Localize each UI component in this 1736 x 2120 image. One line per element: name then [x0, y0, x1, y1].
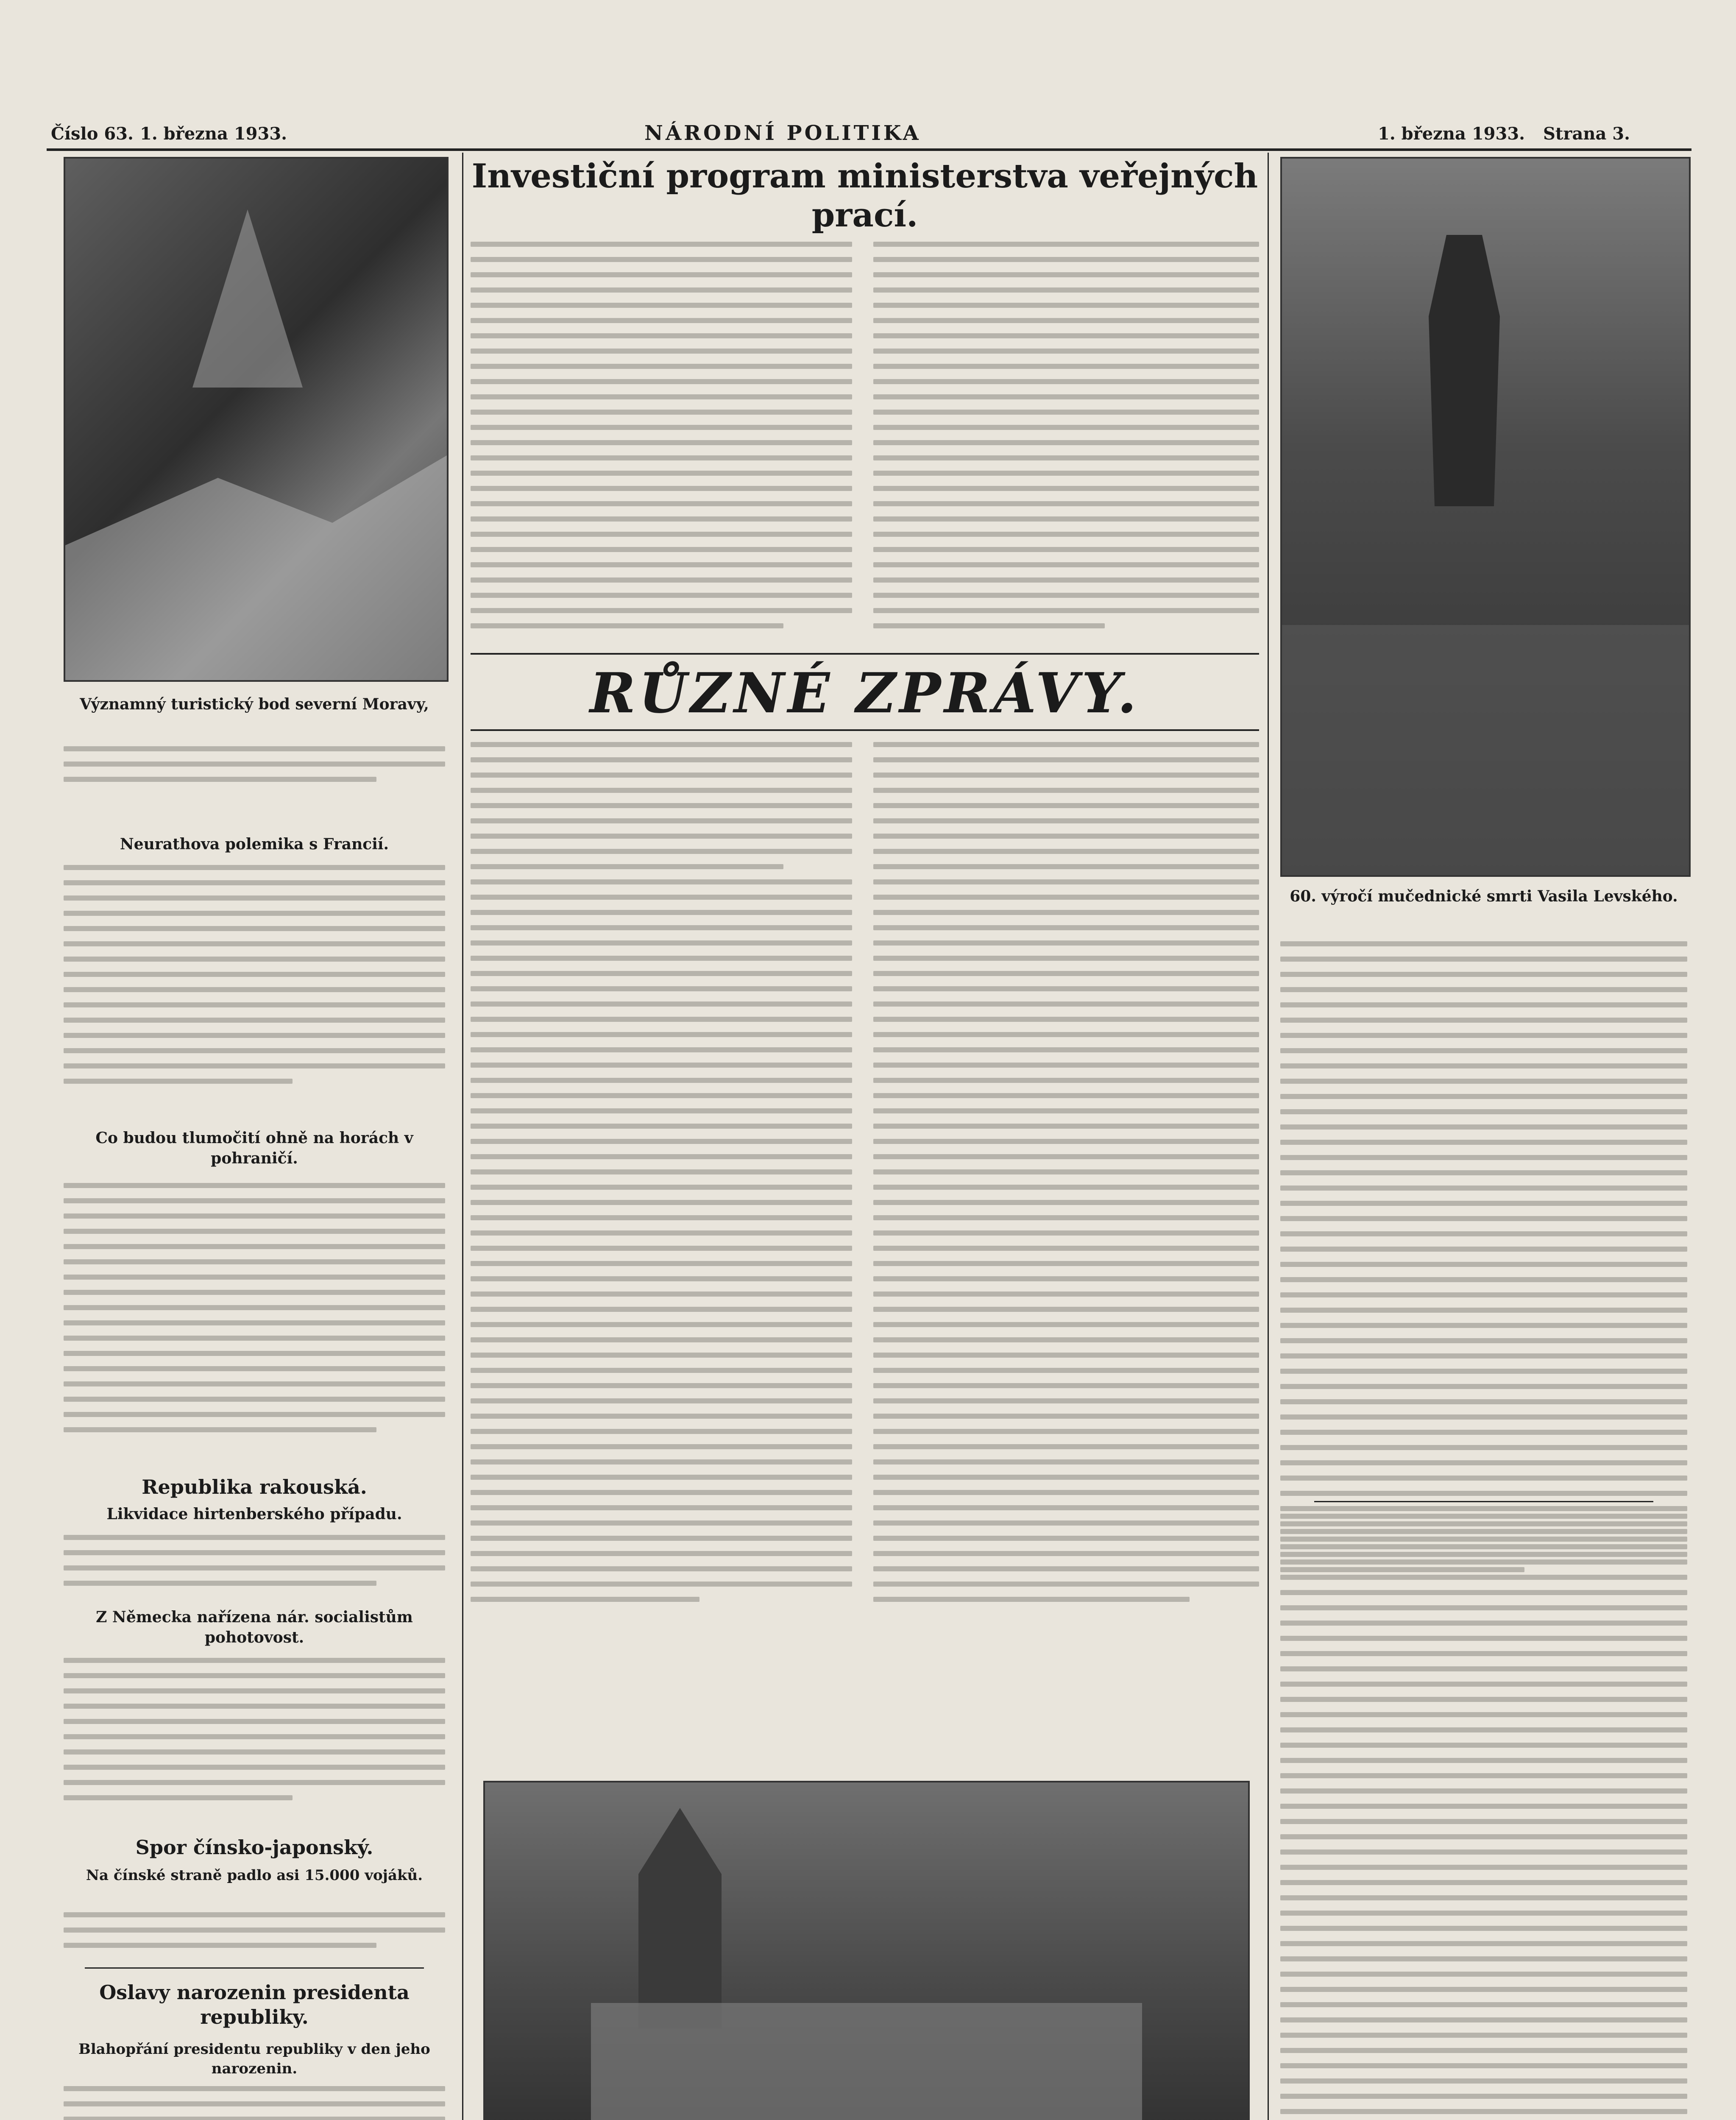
photo-bradlo — [64, 157, 449, 682]
caption-levsky-title: 60. výročí mučednické smrti Vasila Levského. — [1290, 887, 1678, 905]
banner-rule-bottom — [471, 729, 1259, 731]
article-nemecko — [64, 1658, 445, 1810]
article-investicni-right — [873, 242, 1259, 639]
header-rule — [47, 148, 1691, 151]
heading-propaganda: Co budou tlumočití ohně na horách v pohraničí. — [95, 1129, 413, 1167]
issue-date-right: 1. března 1933. — [1378, 124, 1525, 144]
section-rule — [85, 1967, 424, 1969]
photo-levsky — [1280, 157, 1691, 877]
subheading-spor: Na čínské straně padlo asi 15.000 vojáků. — [86, 1867, 423, 1884]
heading-blahoprani: Blahopřání presidentu republiky v den jeho narozenin. — [78, 2041, 430, 2077]
article-propaganda — [64, 1183, 445, 1442]
page-number: Strana 3. — [1543, 124, 1630, 144]
caption-bradlo-title: Významný turistický bod severní Moravy, — [80, 695, 429, 713]
column-rule-left — [462, 153, 463, 2120]
heading-spor: Spor čínsko-japonský. — [135, 1836, 373, 1859]
issue-date-left: 1. března 1933. — [140, 124, 287, 144]
article-spor — [64, 1912, 445, 1958]
article-levsky — [1280, 941, 1687, 1582]
article-blahoprani — [64, 2086, 445, 2120]
heading-oslavy: Oslavy narozenin presidenta republiky. — [99, 1981, 410, 2028]
article-neurath — [64, 865, 445, 1094]
heading-nemecko: Z Německa nařízena nár. socialistům pohotovost. — [96, 1608, 413, 1646]
banner-ruzne-zpravy: RŮZNÉ ZPRÁVY. — [590, 661, 1140, 725]
heading-republika: Republika rakouská. — [142, 1476, 367, 1498]
heading-hirtenberg: Likvidace hirtenberského případu. — [106, 1505, 402, 1523]
photo-litne — [483, 1781, 1250, 2120]
issue-number: Číslo 63. — [51, 124, 134, 144]
masthead: NÁRODNÍ POLITIKA — [644, 121, 921, 145]
articles-ruzne-right — [873, 742, 1259, 1612]
section-rule-right — [1314, 1501, 1653, 1502]
headline-investicni-program: Investiční program ministerstva veřejných prací. — [471, 157, 1258, 234]
articles-right-lower — [1280, 1514, 1687, 2120]
article-investicni-left — [471, 242, 852, 639]
heading-neurath: Neurathova polemika s Francií. — [120, 835, 389, 853]
banner-rule-top — [471, 653, 1259, 655]
articles-ruzne-left — [471, 742, 852, 1612]
column-rule-right — [1268, 153, 1269, 2120]
caption-bradlo-text — [64, 746, 445, 792]
article-hirtenberg — [64, 1535, 445, 1596]
